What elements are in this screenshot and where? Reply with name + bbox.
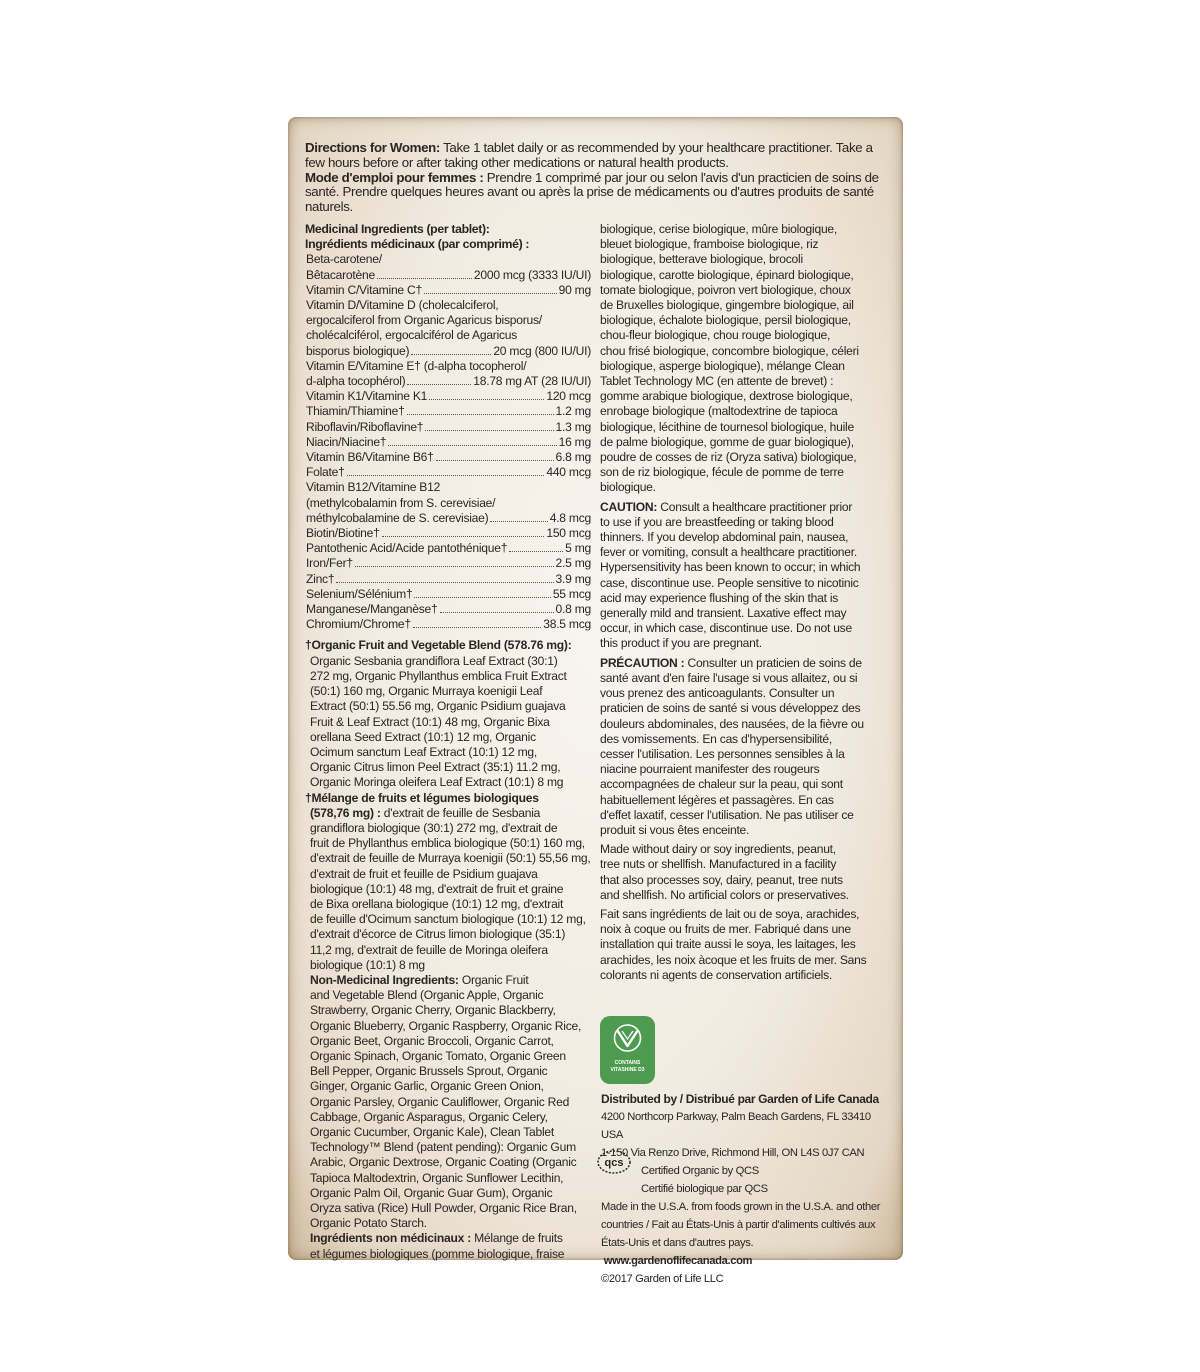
text-span: douleurs abdominales, des nausées, de la fièvre ou — [600, 716, 864, 731]
vitashine-icon — [612, 1024, 643, 1052]
non-medicinal-fr — [305, 1231, 591, 1261]
ingredient-row — [305, 374, 591, 389]
text-line — [310, 775, 591, 790]
text-span: cesser l'utilisation. Les personnes sensibles à la — [600, 746, 845, 761]
text-span: gomme arabique biologique, dextrose biologique, — [600, 389, 853, 404]
text-line — [600, 701, 885, 716]
text-span: d'extrait de feuille de Murraya koenigii (50:1) 55,56 mg, — [310, 851, 591, 866]
text-line — [600, 344, 885, 359]
text-line — [310, 988, 591, 1003]
text-line — [310, 806, 591, 821]
text-span: de palme biologique, gomme de guar biologique), — [600, 434, 854, 449]
ingredient-name: Chromium/Chrome† — [306, 617, 411, 632]
text-line — [310, 897, 591, 912]
text-line — [600, 937, 885, 952]
text-span: (50:1) 160 mg, Organic Murraya koenigii Leaf — [310, 684, 543, 699]
text-span: accompagnées de chaleur sur la peau, qui sont — [600, 777, 843, 792]
text-line — [600, 420, 885, 435]
text-span: Ocimum sanctum Leaf Extract (10:1) 12 mg, — [310, 744, 538, 759]
ingredient-amount: 5 mg — [565, 541, 591, 556]
text-span: Organic Fruit — [458, 972, 529, 987]
ingredient-row — [305, 435, 591, 450]
ingredient-name: Pantothenic Acid/Acide pantothénique† — [306, 541, 508, 556]
dot-leader — [382, 536, 545, 537]
dot-leader — [429, 399, 544, 400]
text-line — [310, 867, 591, 882]
ingredient-row — [305, 617, 591, 632]
ingredient-row — [305, 556, 591, 571]
ingredient-row — [305, 511, 591, 526]
text-line — [310, 973, 591, 988]
ingredient-amount: 20 mcg (800 IU/UI) — [493, 343, 591, 358]
ingredient-row — [305, 283, 591, 298]
text-line — [600, 808, 885, 823]
ingredient-row — [305, 587, 591, 602]
text-line — [600, 465, 885, 480]
text-span: Made without dairy or soy ingredients, peanut, — [600, 842, 836, 857]
text-span: biologique, échalote biologique, persil biologique, — [600, 313, 851, 328]
text-span: colorants ni agents de conservation artificiels. — [600, 967, 833, 982]
text-line — [600, 545, 885, 560]
text-line — [310, 1064, 591, 1079]
text-line — [310, 1155, 591, 1170]
text-span: acid may experience flushing of the skin that is — [600, 590, 839, 605]
text-span: Tablet Technology MC (en attente de brevet) : — [600, 374, 834, 389]
text-span: Fait sans ingrédients de lait ou de soya, arachides, — [600, 906, 860, 921]
dot-leader — [411, 354, 491, 355]
certified-fr: Certifié biologique par QCS — [641, 1183, 768, 1195]
ingredient-row — [305, 526, 591, 541]
section-label: Non-Medicinal Ingredients: — [310, 972, 459, 987]
qcs-logo-text: qcs — [604, 1157, 624, 1169]
ingredient-name: Vitamin C/Vitamine C† — [306, 282, 422, 297]
text-line — [600, 298, 885, 313]
text-line — [310, 851, 591, 866]
allergen-fr — [600, 907, 885, 983]
dot-leader — [336, 582, 553, 583]
text-span: praticien de soins de santé si vous développez des — [600, 701, 861, 716]
made-in-3: États-Unis et dans d'autres pays. www.gardenoflifecanada.com — [601, 1237, 754, 1267]
text-line — [600, 450, 885, 465]
text-span: biologique. — [600, 480, 656, 495]
ingredient-amount: 440 mcg — [546, 465, 591, 480]
text-span: biologique, carotte biologique, épinard biologique, — [600, 267, 854, 282]
medicinal-title-fr: Ingrédients médicinaux (par comprimé) : — [305, 237, 530, 252]
ingredient-name: Vitamin K1/Vitamine K1 — [306, 389, 428, 404]
text-line — [310, 912, 591, 927]
text-line — [600, 576, 885, 591]
text-span: Hypersensitivity has been known to occur; in which — [600, 560, 861, 575]
ingredient-amount: 18.78 mg AT (28 IU/UI) — [473, 374, 591, 389]
text-line — [600, 404, 885, 419]
text-span: biologique, asperge biologique), mélange Clean — [600, 358, 845, 373]
blend-en-title: †Organic Fruit and Vegetable Blend (578.76 mg): — [305, 638, 572, 653]
text-span: 11,2 mg, d'extrait de feuille de Moringa oleifera — [310, 942, 548, 957]
text-span: Strawberry, Organic Cherry, Organic Blackberry, — [310, 1003, 556, 1018]
ingredient-line: cholécalciférol, ergocalciférol de Agaricus — [306, 328, 518, 343]
ingredient-name: bisporus biologique) — [306, 343, 410, 358]
text-line — [310, 1231, 591, 1246]
ingredient-line: Vitamin B12/Vitamine B12 — [306, 480, 441, 495]
ingredient-name: méthylcobalamine de S. cerevisiae) — [306, 510, 489, 525]
text-span: d'extrait de fruit et feuille de Psidium guajava — [310, 866, 538, 881]
text-line — [310, 1186, 591, 1201]
made-in-2: countries / Fait au États-Unis à partir d'aliments cultivés aux — [601, 1219, 876, 1231]
dot-leader — [509, 551, 563, 552]
text-span: Bell Pepper, Organic Brussels Sprout, Organic — [310, 1064, 548, 1079]
ingredient-amount: 16 mg — [558, 434, 591, 449]
text-span: Arabic, Organic Dextrose, Organic Coating (Organic — [310, 1155, 577, 1170]
text-line — [600, 435, 885, 450]
ingredient-row — [305, 389, 591, 404]
text-span: that also processes soy, dairy, peanut, tree nuts — [600, 872, 843, 887]
left-column — [305, 222, 591, 1262]
text-line — [310, 669, 591, 684]
text-span: poudre de cosses de riz (Oryza sativa) biologique, — [600, 450, 857, 465]
website-link[interactable]: www.gardenoflifecanada.com — [603, 1255, 753, 1267]
text-span: Organic Parsley, Organic Cauliflower, Organic Red — [310, 1094, 570, 1109]
dot-leader — [413, 627, 541, 628]
text-span: grandiflora biologique (30:1) 272 mg, d'extrait de — [310, 820, 558, 835]
text-span: Organic Citrus limon Peel Extract (35:1) 11.2 mg, — [310, 760, 561, 775]
text-line — [600, 777, 885, 792]
text-line — [600, 268, 885, 283]
ingredient-amount: 1.2 mg — [555, 404, 591, 419]
text-line — [600, 515, 885, 530]
text-line — [600, 671, 885, 686]
text-span: 272 mg, Organic Phyllanthus emblica Fruit Extract — [310, 668, 567, 683]
directions-section — [305, 141, 890, 215]
ingredient-amount: 2.5 mg — [555, 556, 591, 571]
text-line — [600, 606, 885, 621]
text-line — [310, 958, 591, 973]
section-label: (578,76 mg) : — [310, 805, 381, 820]
text-line — [310, 730, 591, 745]
text-span: d'extrait d'écorce de Citrus limon biologique (35:1) — [310, 927, 566, 942]
text-line — [600, 389, 885, 404]
dot-leader — [407, 384, 471, 385]
text-span: orellana Seed Extract (10:1) 12 mg, Organic — [310, 729, 536, 744]
text-span: bleuet biologique, framboise biologique, riz — [600, 237, 819, 252]
ingredient-name: Iron/Fer† — [306, 556, 353, 571]
text-line — [600, 922, 885, 937]
ingredient-row — [305, 450, 591, 465]
ingredient-row — [305, 541, 591, 556]
ingredient-name: Niacin/Niacine† — [306, 434, 387, 449]
blend-fr-text — [310, 806, 591, 973]
allergen-en — [600, 842, 885, 903]
text-span: fruit de Phyllanthus emblica biologique (50:1) 160 mg, — [310, 836, 585, 851]
text-span: Ginger, Organic Garlic, Organic Green Onion, — [310, 1079, 544, 1094]
text-span: thinners. If you develop abdominal pain, nausea, — [600, 530, 849, 545]
ingredient-amount: 150 mcg — [546, 526, 591, 541]
ingredient-amount: 55 mcg — [552, 586, 591, 601]
dot-leader — [424, 293, 557, 294]
text-span: Organic Blueberry, Organic Raspberry, Organic Rice, — [310, 1018, 582, 1033]
text-span: de feuille d'Ocimum sanctum biologique (10:1) 12 mg, — [310, 912, 586, 927]
text-span: Consult a healthcare practitioner prior — [657, 499, 853, 514]
text-span: biologique (10:1) 48 mg, d'extrait de fruit et graine — [310, 881, 564, 896]
text-span: and shellfish. No artificial colors or preservatives. — [600, 887, 849, 902]
text-line — [600, 793, 885, 808]
qcs-logo — [596, 1149, 632, 1175]
ingredient-row — [305, 602, 591, 617]
blend-en-text — [310, 654, 591, 791]
text-line — [600, 530, 885, 545]
text-span: niacine pourraient manifester des rougeurs — [600, 762, 820, 777]
text-line — [600, 762, 885, 777]
text-span: son de riz biologique, fécule de pomme de terre — [600, 465, 844, 480]
text-span: installation qui traite aussi le soya, les laitages, les — [600, 937, 856, 952]
text-line — [310, 1216, 591, 1231]
ingredient-amount: 2000 mcg (3333 IU/UI) — [473, 267, 591, 282]
text-line — [600, 560, 885, 575]
text-line — [600, 222, 885, 237]
text-span: de Bruxelles biologique, gingembre biologique, ail — [600, 298, 854, 313]
text-span: vous prenez des anticoagulants. Consulter un — [600, 686, 835, 701]
ingredient-name: Zinc† — [306, 571, 335, 586]
ingredient-name: Thiamin/Thiamine† — [306, 404, 405, 419]
text-span: biologique (10:1) 8 mg — [310, 957, 425, 972]
dot-leader — [407, 414, 554, 415]
text-span: Extract (50:1) 55.56 mg, Organic Psidium guajava — [310, 699, 566, 714]
ingredient-line: Beta-carotene/ — [306, 252, 382, 267]
caution-en — [600, 500, 885, 652]
section-label: CAUTION: — [600, 499, 658, 514]
address-ca: 1-150 Via Renzo Drive, Richmond Hill, ON L4S 0J7 CAN — [601, 1147, 865, 1159]
text-span: and Vegetable Blend (Organic Apple, Organic — [310, 988, 544, 1003]
text-line — [600, 968, 885, 983]
text-line — [310, 1049, 591, 1064]
text-span: produit si vous êtes enceinte. — [600, 822, 750, 837]
dot-leader — [490, 521, 547, 522]
blend-fr — [305, 791, 591, 973]
text-line — [600, 717, 885, 732]
text-line — [600, 500, 885, 515]
text-line — [600, 686, 885, 701]
text-span: Fruit & Leaf Extract (10:1) 48 mg, Organic Bixa — [310, 714, 550, 729]
text-span: santé avant d'en faire l'usage si vous allaitez, ou si — [600, 670, 858, 685]
text-line — [600, 283, 885, 298]
text-span: biologique, cerise biologique, mûre biologique, — [600, 222, 838, 236]
text-span: chou-fleur biologique, chou rouge biologique, — [600, 328, 831, 343]
text-line — [600, 888, 885, 903]
dot-leader — [388, 445, 556, 446]
text-line — [310, 1095, 591, 1110]
text-line — [310, 1247, 591, 1262]
ingredient-amount: 90 mg — [558, 282, 591, 297]
directions-en: Directions for Women: Take 1 tablet daily or as recommended by your healthcare practitioner. Take a few hours before or after taking other medications or natural health products. — [305, 140, 873, 170]
text-line — [310, 943, 591, 958]
text-line — [310, 699, 591, 714]
text-span: Organic Sesbania grandiflora Leaf Extract (30:1) — [310, 653, 558, 668]
ingredient-line: Vitamin D/Vitamine D (cholecalciferol, — [306, 298, 499, 313]
ingredient-amount: 0.8 mg — [555, 602, 591, 617]
text-span: de Bixa orellana biologique (10:1) 12 mg, d'extrait — [310, 896, 564, 911]
ingredient-line: Vitamin E/Vitamine E† (d-alpha tocopherol/ — [306, 358, 527, 373]
text-span: des vomissements. En cas d'hypersensibilité, — [600, 731, 832, 746]
text-line — [600, 857, 885, 872]
text-line — [600, 313, 885, 328]
text-line — [600, 328, 885, 343]
text-line — [600, 480, 885, 495]
text-line — [600, 621, 885, 636]
dot-leader — [377, 278, 472, 279]
text-span: Organic Cucumber, Organic Kale), Clean Tablet — [310, 1124, 554, 1139]
text-line — [600, 953, 885, 968]
text-line — [600, 636, 885, 651]
ingredient-row — [305, 465, 591, 480]
ingredient-line: (methylcobalamin from S. cerevisiae/ — [306, 495, 496, 510]
text-span: habituellement légères et passagères. En cas — [600, 792, 834, 807]
non-medicinal-fr-continued — [600, 222, 885, 496]
address-us: 4200 Northcorp Parkway, Palm Beach Gardens, FL 33410 USA — [601, 1111, 871, 1141]
dot-leader — [425, 430, 553, 431]
ingredient-row — [305, 268, 591, 283]
text-line — [310, 760, 591, 775]
non-medicinal-en — [305, 973, 591, 1231]
text-line — [310, 1034, 591, 1049]
ingredient-row — [305, 572, 591, 587]
text-line — [600, 873, 885, 888]
non-medicinal-en-text — [310, 973, 591, 1231]
text-line — [600, 359, 885, 374]
ingredient-amount: 3.9 mg — [555, 571, 591, 586]
ingredient-amount: 38.5 mcg — [543, 617, 591, 632]
ingredient-name: Biotin/Biotine† — [306, 526, 380, 541]
ingredient-name: d-alpha tocophérol) — [306, 374, 406, 389]
text-line — [600, 656, 885, 671]
ingredient-name: Folate† — [306, 465, 345, 480]
ingredient-name: Riboflavin/Riboflavine† — [306, 419, 424, 434]
certified-en: Certified Organic by QCS — [641, 1165, 759, 1177]
ingredient-row — [305, 344, 591, 359]
ingredient-name: Selenium/Sélénium† — [306, 586, 413, 601]
distribution-block — [601, 1090, 891, 1288]
dot-leader — [347, 475, 545, 476]
text-line — [600, 237, 885, 252]
text-span: Organic Beet, Organic Broccoli, Organic Carrot, — [310, 1033, 554, 1048]
text-span: Technology™ Blend (patent pending): Organic Gum — [310, 1140, 576, 1155]
text-line — [310, 836, 591, 851]
ingredient-name: Bêtacarotène — [306, 267, 375, 282]
text-line — [600, 374, 885, 389]
text-line — [600, 907, 885, 922]
ingredient-amount: 6.8 mg — [555, 450, 591, 465]
text-span: biologique, betterave biologique, brocoli — [600, 252, 803, 267]
text-line — [600, 732, 885, 747]
text-span: d'extrait de feuille de Sesbania — [380, 805, 541, 820]
text-line — [310, 654, 591, 669]
right-column — [600, 222, 885, 987]
text-line — [310, 882, 591, 897]
ingredient-name: Vitamin B6/Vitamine B6† — [306, 450, 434, 465]
text-line — [310, 927, 591, 942]
text-span: enrobage biologique (maltodextrine de tapioca — [600, 404, 838, 419]
directions-fr: Mode d'emploi pour femmes : Prendre 1 comprimé par jour ou selon l'avis d'un practicien de soins de santé. Prendre quelques heures avant ou après la prise de médicaments ou d'autres produits de santé naturels. — [305, 169, 879, 215]
text-line — [600, 823, 885, 838]
ingredient-list — [305, 252, 591, 632]
section-label: Ingrédients non médicinaux : — [310, 1231, 471, 1246]
ingredient-row — [305, 420, 591, 435]
text-span: case, discontinue use. People sensitive to nicotinic — [600, 575, 859, 590]
blend-en — [305, 638, 591, 790]
dot-leader — [414, 597, 550, 598]
text-span: Organic Moringa oleifera Leaf Extract (10:1) 8 mg — [310, 775, 564, 790]
text-span: Oryza sativa (Rice) Hull Powder, Organic Rice Bran, — [310, 1201, 577, 1215]
ingredient-amount: 120 mcg — [546, 389, 591, 404]
made-in-1: Made in the U.S.A. from foods grown in the U.S.A. and other — [601, 1201, 881, 1213]
ingredient-name: Manganese/Manganèse† — [306, 602, 438, 617]
text-line — [310, 1019, 591, 1034]
text-line — [310, 1110, 591, 1125]
text-span: generally mild and transient. Laxative effect may — [600, 606, 847, 621]
ingredient-row — [305, 404, 591, 419]
text-span: Organic Palm Oil, Organic Guar Gum), Organic — [310, 1185, 553, 1200]
text-span: Mélange de fruits — [471, 1231, 563, 1246]
text-span: Organic Potato Starch. — [310, 1216, 427, 1231]
text-line — [310, 1125, 591, 1140]
vitashine-badge: CONTAINS VITASHINE D3 — [600, 1016, 655, 1084]
ingredient-amount: 1.3 mg — [555, 419, 591, 434]
section-label: PRÉCAUTION : — [600, 655, 685, 670]
text-span: occur, in which case, discontinue use. Do not use — [600, 621, 852, 636]
medicinal-title-en: Medicinal Ingredients (per tablet): — [305, 222, 490, 236]
blend-fr-title: †Mélange de fruits et légumes biologiques — [305, 790, 539, 805]
text-span: Tapioca Maltodextrin, Organic Sunflower Lecithin, — [310, 1170, 564, 1185]
non-medicinal-fr-text — [310, 1231, 591, 1261]
text-line — [310, 715, 591, 730]
text-span: et légumes biologiques (pomme biologique, fraise — [310, 1246, 565, 1261]
dot-leader — [355, 566, 554, 567]
text-line — [310, 684, 591, 699]
ingredient-line: ergocalciferol from Organic Agaricus bisporus/ — [306, 313, 542, 328]
text-span: Organic Spinach, Organic Tomato, Organic Green — [310, 1048, 566, 1063]
text-line — [310, 745, 591, 760]
text-line — [310, 1140, 591, 1155]
text-line — [310, 1003, 591, 1018]
text-span: d'effet laxatif, cesser l'utilisation. Ne pas utiliser ce — [600, 807, 854, 822]
text-line — [600, 747, 885, 762]
text-span: Consulter un praticien de soins de — [684, 655, 862, 670]
text-span: to use if you are breastfeeding or taking blood — [600, 514, 834, 529]
text-line — [600, 591, 885, 606]
text-span: biologique, lécithine de tournesol biologique, huile — [600, 419, 854, 434]
dot-leader — [440, 612, 554, 613]
ingredient-amount: 4.8 mcg — [549, 510, 591, 525]
distributed-by: Distributed by / Distribué par Garden of Life Canada — [601, 1092, 879, 1106]
text-line — [310, 821, 591, 836]
text-line — [310, 1171, 591, 1186]
copyright: ©2017 Garden of Life LLC — [601, 1273, 724, 1285]
dot-leader — [436, 460, 554, 461]
text-line — [310, 1079, 591, 1094]
text-span: arachides, les noix àcoque et les fruits de mer. Sans — [600, 952, 867, 967]
text-line — [310, 1201, 591, 1216]
text-span: this product if you are pregnant. — [600, 636, 762, 651]
text-span: fever or vomiting, consult a healthcare practitioner. — [600, 545, 857, 560]
text-line — [600, 842, 885, 857]
text-span: chou frisé biologique, concombre biologique, céleri — [600, 343, 859, 358]
text-span: Cabbage, Organic Asparagus, Organic Celery, — [310, 1109, 548, 1124]
text-span: tree nuts or shellfish. Manufactured in a facility — [600, 857, 837, 872]
text-span: noix à coque ou fruits de mer. Fabriqué dans une — [600, 922, 851, 937]
text-span: tomate biologique, poivron vert biologique, choux — [600, 282, 851, 297]
caution-fr — [600, 656, 885, 838]
text-line — [600, 252, 885, 267]
